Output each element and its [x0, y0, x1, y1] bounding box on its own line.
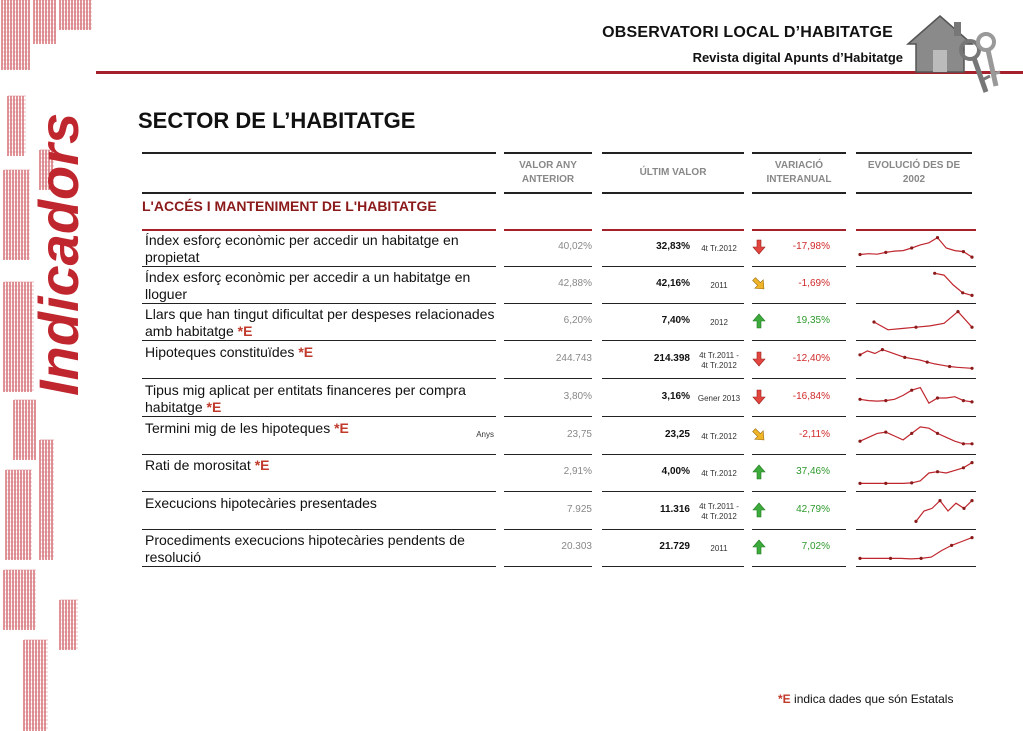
arrow-up-icon	[752, 502, 766, 518]
last-value: 23,25	[664, 429, 690, 440]
arrow-down-icon	[752, 351, 766, 367]
row-rule	[856, 491, 976, 492]
previous-year-value: 42,88%	[558, 278, 592, 289]
sparkline-point	[962, 250, 965, 253]
row-rule	[504, 566, 592, 567]
estatal-mark: *E	[254, 457, 270, 473]
arrow-down-right-icon	[752, 427, 766, 443]
last-value-period: 4t Tr.2012	[701, 244, 737, 253]
year-on-year-variation: -16,84%	[792, 391, 830, 402]
row-rule	[752, 340, 846, 341]
indicator-label	[145, 457, 495, 474]
previous-year-value: 244.743	[555, 353, 592, 364]
year-on-year-variation: -17,98%	[792, 241, 830, 252]
sparkline-point	[910, 432, 913, 435]
sparkline-point	[970, 461, 973, 464]
sparkline-point	[889, 557, 892, 560]
last-value-period: 2011	[710, 281, 728, 290]
sparkline-point	[970, 442, 973, 445]
header-subtitle: Revista digital Apunts d’Habitatge	[692, 50, 903, 65]
sparkline-point	[970, 536, 973, 539]
sparkline-point	[948, 365, 951, 368]
sparkline-point	[858, 253, 861, 256]
last-value-period: 4t Tr.2012	[701, 432, 737, 441]
indicator-label-text: Procediments execucions hipotecàries pendents de resolució	[145, 532, 465, 565]
estatal-mark: *E	[237, 323, 253, 339]
indicator-label	[145, 232, 495, 266]
header-rule	[96, 71, 1023, 74]
sparkline-point	[914, 326, 917, 329]
row-rule	[602, 416, 744, 417]
evolution-sparkline	[856, 419, 976, 453]
sparkline-point	[858, 482, 861, 485]
indicator-label-text: Rati de morositat	[145, 457, 251, 473]
sparkline-point	[910, 246, 913, 249]
sparkline-point	[962, 466, 965, 469]
row-rule	[856, 416, 976, 417]
sparkline-point	[914, 520, 917, 523]
sparkline-point	[970, 367, 973, 370]
indicator-label	[145, 420, 495, 437]
sparkline-point	[936, 432, 939, 435]
sparkline-point	[936, 470, 939, 473]
header-label-column	[142, 152, 496, 194]
sparkline-point	[910, 389, 913, 392]
column-header-last: ÚLTIM VALOR	[602, 152, 744, 194]
row-rule	[856, 340, 976, 341]
table-row	[142, 342, 976, 379]
svg-text:Indicadors: Indicadors	[27, 112, 90, 396]
indicator-label	[145, 495, 495, 512]
footer-star: *E	[778, 692, 791, 706]
sparkline-point	[884, 431, 887, 434]
last-value: 7,40%	[661, 315, 690, 326]
year-on-year-variation: 19,35%	[796, 315, 830, 326]
table-row	[142, 493, 976, 530]
sparkline-point	[970, 294, 973, 297]
arrow-up-icon	[752, 313, 766, 329]
sparkline-point	[950, 544, 953, 547]
sparkline-point	[970, 256, 973, 259]
row-rule	[504, 491, 592, 492]
table-row	[142, 380, 976, 417]
row-rule	[142, 378, 496, 379]
sparkline-point	[970, 499, 973, 502]
previous-year-value: 7.925	[566, 504, 592, 515]
last-value-period: 2011	[710, 544, 728, 553]
last-value-period: 4t Tr.2012	[701, 469, 737, 478]
year-on-year-variation: 37,46%	[796, 466, 830, 477]
previous-year-value: 3,80%	[563, 391, 592, 402]
indicator-label-text: Tipus mig aplicat per entitats financeres per compra habitatge	[145, 382, 466, 415]
year-on-year-variation: -2,11%	[799, 429, 830, 440]
sparkline-point	[881, 348, 884, 351]
year-on-year-variation: -12,40%	[792, 353, 830, 364]
sparkline-point	[938, 499, 941, 502]
last-value-period: 2012	[710, 318, 728, 327]
sparkline-point	[910, 481, 913, 484]
column-header-variation: VARIACIÓ INTERANUAL	[752, 152, 846, 194]
evolution-sparkline	[856, 381, 976, 415]
row-rule	[752, 416, 846, 417]
row-rule	[504, 378, 592, 379]
arrow-down-right-icon	[752, 276, 766, 292]
footer-note-text: indica dades que són Estatals	[790, 692, 954, 706]
sparkline-point	[858, 557, 861, 560]
indicator-label	[145, 306, 495, 340]
section-title: L'ACCÉS I MANTENIMENT DE L'HABITATGE	[142, 198, 437, 214]
sparkline-point	[962, 442, 965, 445]
house-keys-logo	[900, 10, 1010, 96]
sparkline-point	[903, 356, 906, 359]
row-rule	[752, 378, 846, 379]
estatal-mark: *E	[334, 420, 349, 436]
indicator-label-text: Llars que han tingut dificultat per despeses relacionades amb habitatge	[145, 306, 495, 339]
previous-year-value: 2,91%	[563, 466, 592, 477]
evolution-sparkline	[856, 494, 976, 528]
year-on-year-variation: -1,69%	[798, 278, 830, 289]
sparkline-point	[872, 320, 875, 323]
row-rule	[142, 340, 496, 341]
sparkline-point	[884, 399, 887, 402]
indicator-label	[145, 344, 495, 361]
sparkline-point	[970, 400, 973, 403]
sparkline-point	[920, 557, 923, 560]
last-value-period: 4t Tr.2011 - 4t Tr.2012	[699, 351, 739, 370]
last-value-period: 4t Tr.2011 - 4t Tr.2012	[699, 502, 739, 521]
arrow-up-icon	[752, 464, 766, 480]
sparkline-point	[961, 291, 964, 294]
sparkline-point	[970, 326, 973, 329]
table-row	[142, 230, 976, 267]
row-rule	[752, 566, 846, 567]
table-row	[142, 418, 976, 455]
previous-year-value: 6,20%	[563, 315, 592, 326]
last-value: 21.729	[659, 541, 690, 552]
indicator-unit: Anys	[476, 430, 494, 439]
year-on-year-variation: 42,79%	[796, 504, 830, 515]
arrow-down-icon	[752, 389, 766, 405]
sparkline-point	[936, 396, 939, 399]
sparkline-point	[936, 236, 939, 239]
sparkline-point	[858, 398, 861, 401]
last-value: 3,16%	[661, 391, 690, 402]
evolution-sparkline	[856, 531, 976, 565]
page-title: SECTOR DE L’HABITATGE	[138, 108, 416, 133]
row-rule	[504, 416, 592, 417]
last-value: 214.398	[653, 353, 690, 364]
table-row	[142, 267, 976, 304]
estatal-mark: *E	[206, 399, 222, 415]
sparkline-point	[956, 310, 959, 313]
last-value: 4,00%	[661, 466, 690, 477]
evolution-sparkline	[856, 231, 976, 265]
previous-year-value: 40,02%	[558, 241, 592, 252]
year-on-year-variation: 7,02%	[801, 541, 830, 552]
evolution-sparkline	[856, 456, 976, 490]
column-header-evolution: EVOLUCIÓ DES DE 2002	[856, 152, 972, 194]
table-row	[142, 455, 976, 492]
row-rule	[602, 378, 744, 379]
last-value-period: Gener 2013	[697, 394, 741, 403]
row-rule	[504, 340, 592, 341]
indicator-label	[145, 269, 495, 303]
row-rule	[752, 491, 846, 492]
indicator-label-text: Índex esforç econòmic per accedir a un habitatge en lloguer	[145, 269, 471, 302]
last-value: 32,83%	[656, 241, 690, 252]
evolution-sparkline	[856, 343, 976, 377]
indicator-label-text: Termini mig de les hipoteques	[145, 420, 331, 436]
row-rule	[856, 566, 976, 567]
row-rule	[142, 491, 496, 492]
row-rule	[602, 491, 744, 492]
previous-year-value: 23,75	[566, 429, 592, 440]
side-word-indicadors	[22, 96, 92, 426]
column-header-prev: VALOR ANY ANTERIOR	[504, 152, 592, 194]
previous-year-value: 20.303	[561, 541, 592, 552]
last-value: 42,16%	[656, 278, 690, 289]
evolution-sparkline	[856, 305, 976, 339]
header-title: OBSERVATORI LOCAL D’HABITATGE	[602, 24, 893, 41]
row-rule	[142, 566, 496, 567]
sparkline-point	[926, 361, 929, 364]
sparkline-point	[884, 482, 887, 485]
sparkline-point	[858, 440, 861, 443]
indicator-label-text: Execucions hipotecàries presentades	[145, 495, 377, 511]
arrow-up-icon	[752, 539, 766, 555]
row-rule	[142, 416, 496, 417]
indicator-label	[145, 382, 495, 416]
sparkline-point	[884, 251, 887, 254]
indicator-label-text: Índex esforç econòmic per accedir un habitatge en propietat	[145, 232, 459, 265]
arrow-down-icon	[752, 239, 766, 255]
estatal-mark: *E	[298, 344, 314, 360]
sparkline-point	[933, 272, 936, 275]
table-row	[142, 304, 976, 341]
sparkline-point	[962, 399, 965, 402]
row-rule	[602, 340, 744, 341]
evolution-sparkline	[856, 268, 976, 302]
sparkline-point	[858, 353, 861, 356]
indicator-label-text: Hipoteques constituïdes	[145, 344, 295, 360]
footer-note	[778, 692, 953, 706]
last-value: 11.316	[659, 504, 690, 515]
indicator-label	[145, 532, 495, 566]
sparkline-point	[962, 507, 965, 510]
row-rule	[856, 378, 976, 379]
row-rule	[602, 566, 744, 567]
table-row	[142, 530, 976, 567]
